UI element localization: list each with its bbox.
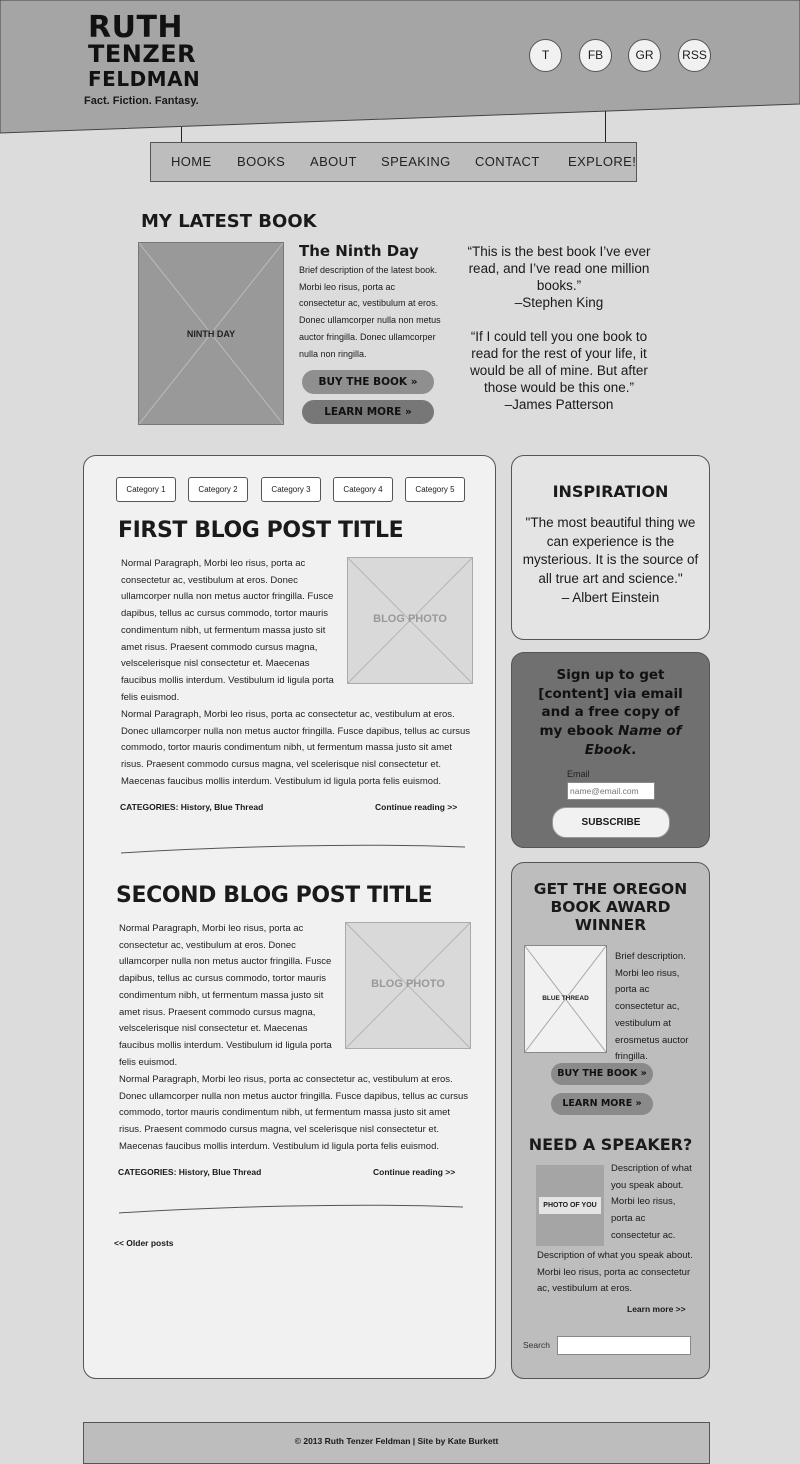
book-title[interactable]: The Ninth Day	[299, 242, 419, 260]
logo-line: RUTH	[88, 10, 184, 45]
nav-hanger-left	[181, 127, 182, 143]
nav-about[interactable]: ABOUT	[310, 154, 357, 169]
nav-contact[interactable]: CONTACT	[475, 154, 540, 169]
footer	[83, 1422, 710, 1464]
speaker-photo-label: PHOTO OF YOU	[539, 1197, 601, 1214]
older-posts-link[interactable]: << Older posts	[114, 1238, 174, 1248]
logo-line: FELDMAN	[88, 67, 201, 91]
logo-line: TENZER	[88, 40, 197, 68]
inspiration-quote-author: – Albert Einstein	[561, 589, 660, 605]
award-book-label: BLUE THREAD	[542, 995, 589, 1002]
speaker-heading: NEED A SPEAKER?	[528, 1135, 693, 1154]
category-tab[interactable]: Category 4	[333, 477, 393, 502]
post-paragraph: Normal Paragraph, Morbi leo risus, porta ac consectetur ac, vestibulum at eros. Donec ullamcorper nulla non metus auctor fringilla. Fusce dapibus, tellus ac cursus commodo, tortor mauris condimentum nibh, ut fermentum massa justo sit amet risus. Praesent commodo cursus magna, velscelerisque nisl consectetur et. Maecenas faucibus mollis interdum. Vestibulum id ligula porta felis euismod.	[121, 558, 334, 703]
post-title[interactable]: FIRST BLOG POST TITLE	[118, 518, 404, 543]
book-cover-label: NINTH DAY	[186, 329, 236, 339]
category-tab[interactable]: Category 1	[116, 477, 176, 502]
post-paragraph: Normal Paragraph, Morbi leo risus, porta ac consectetur ac, vestibulum at eros. Donec ullamcorper nulla non metus auctor fringilla. Fusce dapibus, tellus ac cursus commodo, tortor mauris condimentum nibh, ut fermentum massa justo sit amet risus. Praesent commodo cursus magna, velscelerisque nisl consectetur et. Maecenas faucibus mollis interdum. Vestibulum id ligula porta felis euismod.	[119, 923, 332, 1068]
signup-text-main: Sign up to get [content] via email and a free copy of my ebook	[538, 667, 683, 740]
book-cover[interactable]	[138, 242, 284, 425]
tagline: Fact. Fiction. Fantasy.	[84, 95, 199, 107]
search-input[interactable]	[557, 1336, 691, 1355]
post-divider	[118, 838, 468, 858]
blog-photo-label: BLOG PHOTO	[373, 613, 447, 625]
speaker-description: Description of what you speak about. Morbi leo risus, porta ac consectetur ac.	[611, 1163, 692, 1241]
nav-speaking[interactable]: SPEAKING	[381, 154, 451, 169]
email-input[interactable]	[567, 782, 655, 800]
speaker-description-full: Description of what you speak about. Morbi leo risus, porta ac consectetur ac, vestibulum at eros.	[537, 1250, 693, 1295]
post-divider	[116, 1198, 466, 1218]
award-buy-button[interactable]: BUY THE BOOK »	[551, 1063, 653, 1085]
goodreads-icon[interactable]: GR	[628, 39, 661, 72]
category-tab[interactable]: Category 2	[188, 477, 248, 502]
blog-photo[interactable]	[347, 557, 473, 684]
category-tab[interactable]: Category 3	[261, 477, 321, 502]
subscribe-button[interactable]: SUBSCRIBE	[552, 807, 670, 838]
search-label: Search	[523, 1340, 550, 1350]
inspiration-heading: INSPIRATION	[552, 482, 669, 501]
testimonial-text: “This is the best book I’ve ever read, and I’ve read one million books.”	[467, 244, 651, 293]
book-description: Brief description of the latest book. Morbi leo risus, porta ac consectetur ac, vestibulum at eros. Donec ullamcorper nulla non metus auctor fringilla. Donec ullamcorper nulla non ringilla.	[299, 265, 441, 359]
post-categories[interactable]: CATEGORIES: History, Blue Thread	[120, 802, 264, 812]
learn-more-button[interactable]: LEARN MORE »	[302, 400, 434, 424]
email-label: Email	[567, 769, 590, 779]
speaker-learn-more-link[interactable]: Learn more >>	[627, 1304, 686, 1314]
buy-book-button[interactable]: BUY THE BOOK »	[302, 370, 434, 394]
category-tab[interactable]: Category 5	[405, 477, 465, 502]
post-title[interactable]: SECOND BLOG POST TITLE	[116, 883, 433, 908]
continue-reading-link[interactable]: Continue reading >>	[373, 1167, 456, 1177]
inspiration-quote	[522, 514, 699, 608]
nav-home[interactable]: HOME	[171, 154, 212, 169]
nav-books[interactable]: BOOKS	[237, 154, 286, 169]
testimonial	[465, 243, 653, 311]
award-heading: GET THE OREGON BOOK AWARD WINNER	[533, 880, 688, 934]
main-nav	[150, 142, 637, 182]
post-categories[interactable]: CATEGORIES: History, Blue Thread	[118, 1167, 262, 1177]
testimonial-author: –Stephen King	[514, 295, 604, 310]
rss-icon[interactable]: RSS	[678, 39, 711, 72]
ebook-name: Name of Ebook	[584, 723, 682, 758]
signup-text-end: .	[631, 741, 637, 758]
award-book-cover[interactable]	[524, 945, 607, 1053]
speaker-photo[interactable]	[536, 1165, 604, 1246]
signup-panel	[511, 652, 710, 848]
nav-hanger-right	[605, 111, 606, 143]
post-paragraph: Normal Paragraph, Morbi leo risus, porta ac consectetur ac, vestibulum at eros. Donec ullamcorper nulla non metus auctor fringilla. Fusce dapibus, tellus ac cursus commodo, tortor mauris condimentum nibh, ut fermentum massa justo sit amet risus. Praesent commodo cursus magna, vel scelerisque nisl consectetur et. Maecenas faucibus mollis interdum. Vestibulum id ligula porta felis euismod.	[121, 709, 471, 787]
inspiration-panel	[511, 455, 710, 640]
inspiration-quote-text: "The most beautiful thing we can experience is the mysterious. It is the source of all true art and science."	[522, 515, 699, 587]
nav-explore[interactable]: EXPLORE!	[568, 154, 637, 169]
post-paragraph: Normal Paragraph, Morbi leo risus, porta ac consectetur ac, vestibulum at eros. Donec ullamcorper nulla non metus auctor fringilla. Fusce dapibus, tellus ac cursus commodo, tortor mauris condimentum nibh, ut fermentum massa justo sit amet risus. Praesent commodo cursus magna, vel scelerisque nisl consectetur et. Maecenas faucibus mollis interdum. Vestibulum id ligula porta felis euismod.	[119, 1074, 469, 1152]
signup-text	[532, 666, 689, 760]
award-panel	[511, 862, 710, 1379]
award-description: Brief description. Morbi leo risus, porta ac consectetur ac, vestibulum at erosmetus auctor fringilla.	[615, 951, 689, 1063]
blog-photo[interactable]	[345, 922, 471, 1049]
facebook-icon[interactable]: FB	[579, 39, 612, 72]
testimonial	[465, 328, 653, 413]
testimonial-text: “If I could tell you one book to read for the rest of your life, it would be all of mine. But after those would be this one.”	[470, 329, 648, 395]
footer-text: © 2013 Ruth Tenzer Feldman | Site by Kate Burkett	[294, 1436, 499, 1446]
testimonial-author: –James Patterson	[504, 397, 614, 412]
award-learn-button[interactable]: LEARN MORE »	[551, 1093, 653, 1115]
twitter-icon[interactable]: T	[529, 39, 562, 72]
section-title: MY LATEST BOOK	[141, 211, 317, 232]
continue-reading-link[interactable]: Continue reading >>	[375, 802, 458, 812]
blog-photo-label: BLOG PHOTO	[371, 978, 445, 990]
